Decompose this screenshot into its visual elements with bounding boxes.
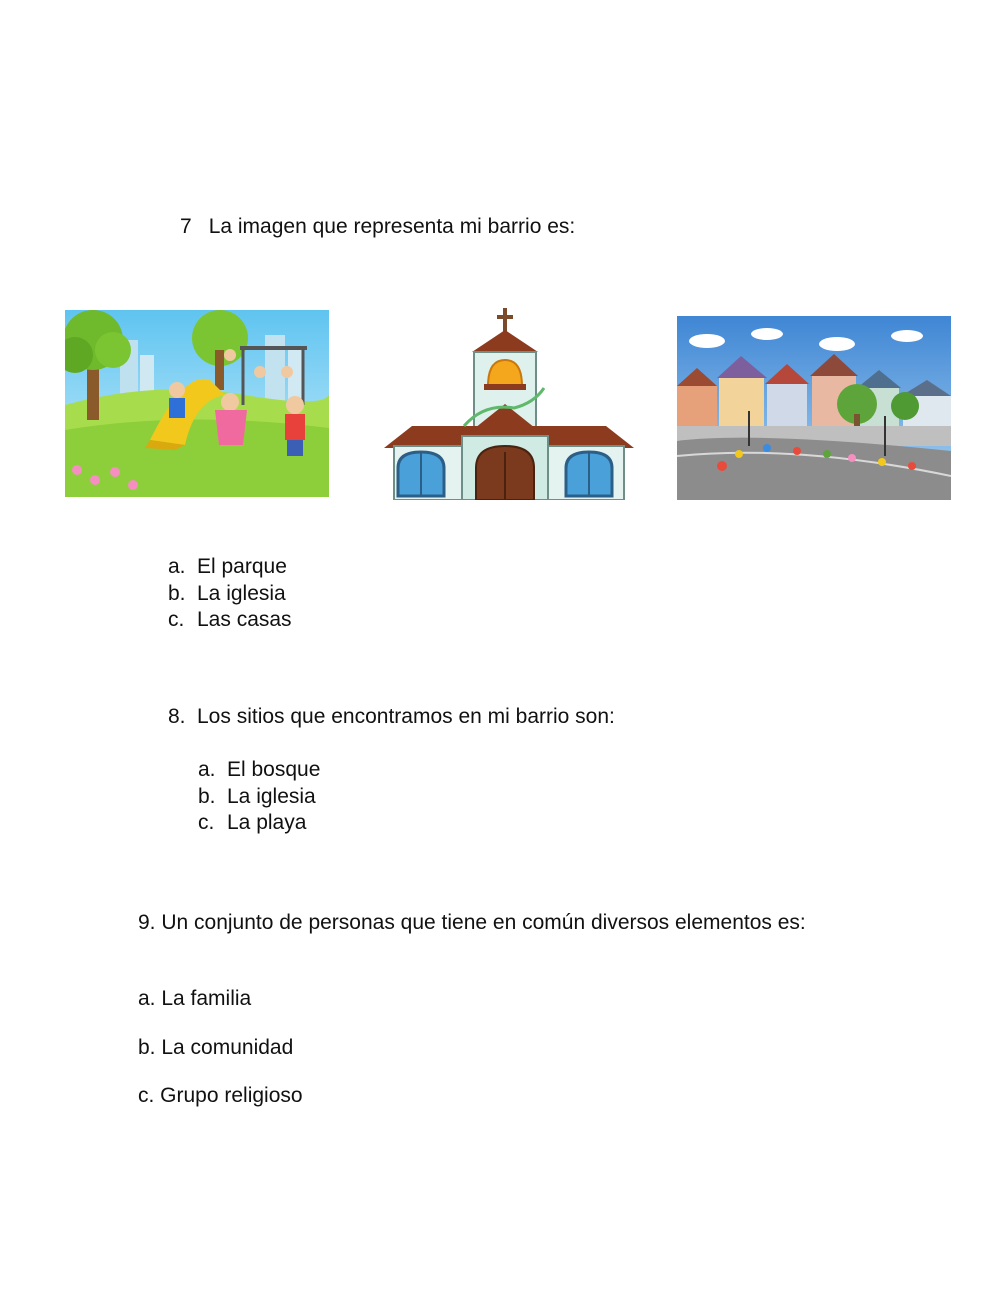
question-9-option-a: a. La familia: [138, 987, 252, 1010]
question-7-number: 7: [180, 215, 192, 238]
question-7: [180, 214, 575, 240]
list-item: c. Las casas: [168, 608, 292, 631]
neighborhood-houses-image: [677, 316, 951, 500]
list-item: b. La iglesia: [198, 784, 316, 808]
question-8-number: 8.: [168, 705, 186, 728]
park-image: [65, 310, 329, 497]
list-item: a. El parque: [168, 555, 287, 578]
question-8: [168, 704, 615, 730]
church-image: [384, 308, 634, 500]
question-9: 9. Un conjunto de personas que tiene en común diversos elementos es:: [138, 911, 806, 934]
question-7-options: [168, 554, 292, 634]
question-8-options: [198, 757, 320, 837]
list-item: c. La playa: [198, 811, 307, 834]
question-9-option-b: b. La comunidad: [138, 1036, 294, 1059]
question-7-text: La imagen que representa mi barrio es:: [208, 215, 576, 238]
list-item: b. La iglesia: [168, 581, 286, 605]
question-8-text: Los sitios que encontramos en mi barrio son:: [197, 705, 615, 728]
list-item: a. El bosque: [198, 758, 321, 781]
question-9-option-c: c. Grupo religioso: [138, 1084, 303, 1107]
